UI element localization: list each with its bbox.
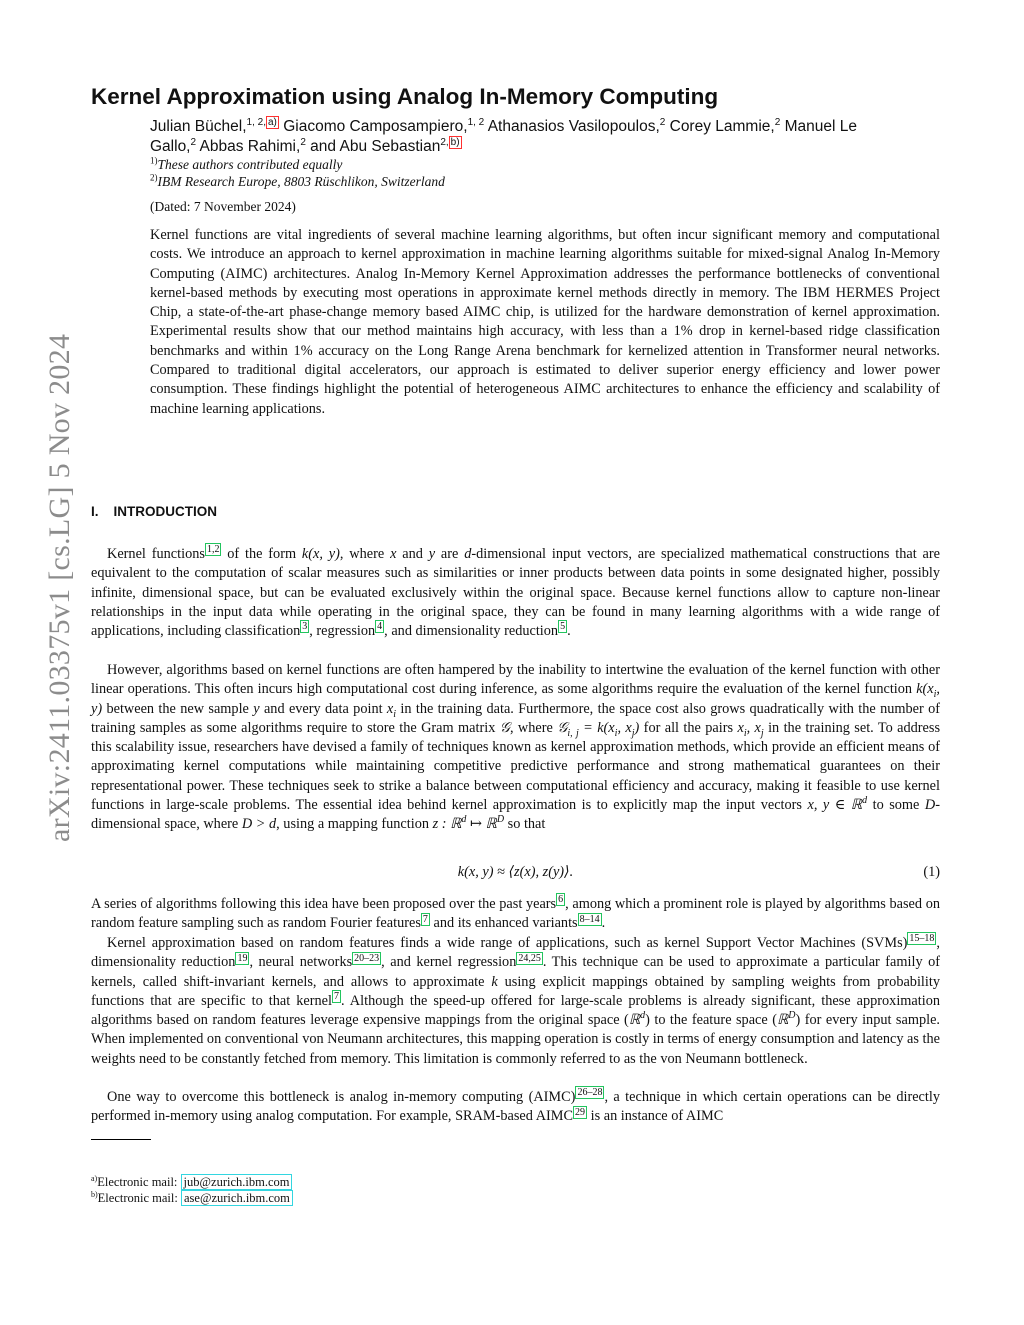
- author-affiliation-mark: 2: [190, 136, 197, 148]
- author-name: Gallo,: [150, 138, 191, 155]
- author-name: Julian Büchel,: [150, 118, 247, 135]
- email-link[interactable]: jub@zurich.ibm.com: [181, 1174, 293, 1190]
- abstract: Kernel functions are vital ingredients of several machine learning algorithms, but often incur significant memory and computational costs. We introduce an approach to kernel approximation in machine learning algorithms suitable for mixed-signal Analog In-Memory Computing (AIMC) architectures. Analog In-Memory Kernel Approximation addresses the performance bottlenecks of conventional kernel-based methods by executing most operations in approximate kernel methods directly in memory. The IBM HERMES Project Chip, a state-of-the-art phase-change memory based AIMC chip, is utilized for the hardware demonstration of kernel approximation. Experimental results show that our method maintains high accuracy, with less than a 1% drop in kernel-based ridge classification benchmarks and within 1% accuracy on the Long Range Arena benchmark for kernelized attention in Transformer neural networks. Compared to traditional digital accelerators, our approach is estimated to deliver superior energy efficiency and lower power consumption. These findings highlight the potential of heterogeneous AIMC architectures to enhance the efficiency and scalability of machine learning applications.: [150, 227, 940, 417]
- affiliation-1: [150, 157, 342, 173]
- section-heading: I. INTRODUCTION: [91, 504, 217, 519]
- citation-link[interactable]: 7: [334, 991, 339, 1003]
- paper-title: Kernel Approximation using Analog In-Memory Computing: [91, 84, 719, 109]
- author-footnote-link[interactable]: b): [450, 136, 460, 148]
- footnote-a: $^{a)}$Electronic mail: jub@zurich.ibm.com: [91, 1175, 292, 1190]
- author-name: Athanasios Vasilopoulos,: [484, 118, 660, 135]
- author-affiliation-mark: 2,: [440, 136, 449, 148]
- footnote-divider: [91, 1139, 151, 1140]
- arxiv-identifier-stamp: arXiv:2411.03375v1 [cs.LG] 5 Nov 2024: [43, 333, 76, 842]
- footnote-b: $^{b)}$Electronic mail: ase@zurich.ibm.com: [91, 1191, 293, 1206]
- affiliation-2: [150, 174, 445, 190]
- paragraph-intro-4: Kernel approximation based on random features finds a wide range of applications, such as kernel Support Vector Machines (SVMs) $^{15-18}$ , dimensionality reduction $^{19}$ , neural networks $^{20-23}$ , and kernel regression $^{24,25}$ . This technique can be used to approximate a particular family of kernels, called shift-invariant kernels, and allows to approximate k using explicit mappings obtained by sampling weights from probability functions that are specific to that kernel $^7$ . Although the speed-up offered for large-scale problems is already significant, these approximation algorithms based on random features leverage expensive mappings from the original space (ℝ$^d$) to the feature space (ℝ$^D$) for every input sample. When implemented on conventional von Neumann architectures, this mapping operation is costly in terms of energy consumption and latency as the weights need to be constantly fetched from memory. This limitation is commonly referred to as the von Neumann bottleneck.: [91, 933, 941, 1067]
- author-name: Abbas Rahimi,: [196, 138, 301, 155]
- citation-link[interactable]: 5: [560, 621, 566, 633]
- citation-link[interactable]: 1,2: [206, 544, 220, 556]
- citation-link[interactable]: 7: [422, 913, 428, 925]
- affiliation-number: 2): [150, 172, 158, 183]
- paragraph-intro-3: A series of algorithms following this idea have been proposed over the past years $^6$ , among which a prominent role is played by algorithms based on random feature sampling such as random Fourier features $^7$ and its enhanced variants $^{8-14}$ .: [91, 894, 940, 932]
- author-affiliation-mark: 2: [300, 136, 306, 148]
- email-link[interactable]: ase@zurich.ibm.com: [181, 1190, 293, 1206]
- paragraph-intro-1: Kernel functions $^{1,2}$ of the form k(x, y), where x and y are d-dimensional input vectors, are specialized mathematical constructions that are equivalent to the computation of scalar measures such as similarities or inner products between data points in some designated higher, possibly infinite, dimensional space, but can be evaluated exclusively within the original space. Because kernel functions allow to capture non-linear relationships in the input data while operating in the original space, they can be found in many learning algorithms with a wide range of applications, including classification $^3$ , regression $^4$ , and dimensionality reduction $^5$ .: [91, 544, 940, 640]
- citation-link[interactable]: 20–23: [354, 952, 380, 964]
- equation-formula: k(x, y) ≈ ⟨z(x), z(y)⟩.: [457, 864, 574, 880]
- citation-link[interactable]: 26–28: [577, 1087, 603, 1099]
- paragraph-intro-2: However, algorithms based on kernel functions are often hampered by the inability to intertwine the evaluation of the kernel function with other linear operations. This often incurs high computational cost during inference, as some algorithms require the evaluation of the kernel function $k(x_i$, y) between the new sample y and every data point $x_i$ in the training data. Furthermore, the space cost also grows quadratically with the number of training samples as some algorithms require to store the Gram matrix 𝒢, where 𝒢$_{i, j}$ = $k(x_i$, $x_j$) for all the pairs $x_i$, $x_j$ in the training set. To address this scalability issue, researchers have devised a family of techniques known as kernel approximation methods, which provide an efficient means of approximating kernel computations while maintaining competitive predictive performance and strong mathematical guarantees on their representational power. These techniques seek to strike a balance between computational efficiency and accuracy, making it feasible to use kernel functions in large-scale problems. The essential idea behind kernel approximation is to explicitly map the input vectors x, y ∈ ℝ$^d$ to some D-dimensional space, where D > d, using a mapping function z : ℝ$^d$ ↦ ℝ$^D$ so that: [91, 662, 941, 833]
- affiliation-number: 1): [150, 155, 158, 166]
- citation-link[interactable]: 6: [558, 894, 564, 906]
- author-name: and Abu Sebastian: [305, 138, 441, 155]
- equation-number: (1): [923, 864, 940, 880]
- affiliation-text: IBM Research Europe, 8803 Rüschlikon, Switzerland: [157, 174, 445, 189]
- author-footnote-link[interactable]: a): [267, 116, 277, 128]
- author-name: Corey Lammie,: [665, 118, 775, 135]
- citation-link[interactable]: 4: [377, 621, 383, 633]
- author-affiliation-mark: 1, 2,: [246, 116, 266, 128]
- date-line: (Dated: 7 November 2024): [150, 199, 296, 214]
- citation-link[interactable]: 19: [237, 952, 248, 964]
- author-affiliation-mark: 1, 2: [467, 116, 485, 128]
- author-list: [150, 117, 940, 157]
- author-affiliation-mark: 2: [774, 116, 781, 128]
- affiliation-text: These authors contributed equally: [157, 157, 343, 172]
- citation-link[interactable]: 29: [575, 1106, 586, 1118]
- paragraph-intro-5: One way to overcome this bottleneck is analog in-memory computing (AIMC) $^{26-28}$ , a technique in which certain operations can be directly performed in-memory using analog computation. For example, SRAM-based AIMC $^{29}$ is an instance of AIMC: [91, 1087, 940, 1125]
- citation-link[interactable]: 24,25: [518, 952, 541, 964]
- citation-link[interactable]: 15–18: [909, 933, 935, 945]
- author-affiliation-mark: 2: [659, 116, 666, 128]
- author-name: Giacomo Camposampiero,: [278, 118, 468, 135]
- equation-1: [91, 864, 940, 884]
- citation-link[interactable]: 3: [302, 621, 308, 633]
- author-name: Manuel Le: [780, 118, 857, 135]
- citation-link[interactable]: 8–14: [579, 913, 600, 925]
